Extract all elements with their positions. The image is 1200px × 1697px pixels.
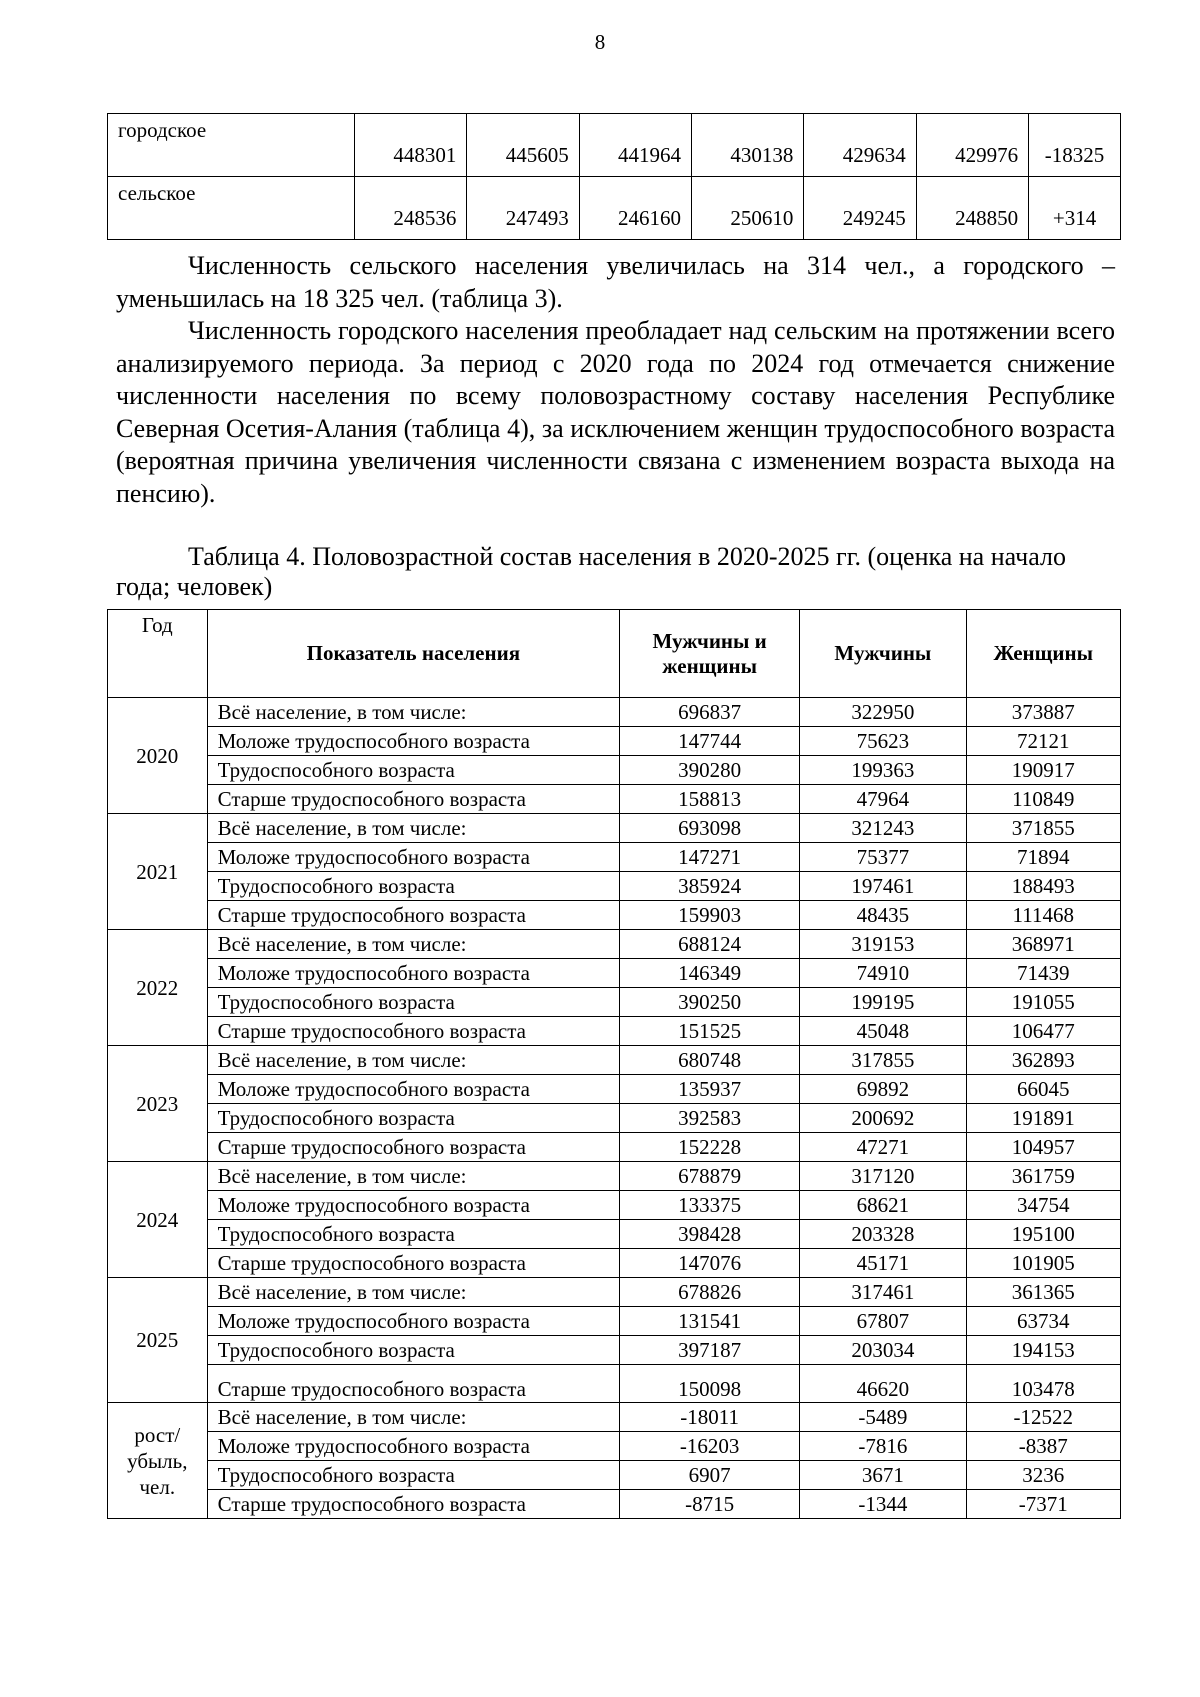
value-cell: 150098 bbox=[620, 1365, 800, 1403]
table-row bbox=[108, 901, 1121, 930]
value-cell: 319153 bbox=[800, 930, 966, 959]
value-cell: 103478 bbox=[966, 1365, 1120, 1403]
value-cell: 47964 bbox=[800, 785, 966, 814]
indicator-cell: Всё население, в том числе: bbox=[207, 698, 619, 727]
table-row bbox=[108, 1336, 1121, 1365]
value-cell: 203328 bbox=[800, 1220, 966, 1249]
value-cell: 361759 bbox=[966, 1162, 1120, 1191]
value-cell: 74910 bbox=[800, 959, 966, 988]
value-cell: 188493 bbox=[966, 872, 1120, 901]
value-cell: 135937 bbox=[620, 1075, 800, 1104]
value-cell: 317120 bbox=[800, 1162, 966, 1191]
value-cell: 158813 bbox=[620, 785, 800, 814]
year-cell: 2020 bbox=[108, 698, 208, 814]
table3-change-cell: -18325 bbox=[1029, 114, 1121, 177]
indicator-cell: Старше трудоспособного возраста bbox=[207, 1490, 619, 1519]
indicator-cell: Старше трудоспособного возраста bbox=[207, 1133, 619, 1162]
value-cell: 106477 bbox=[966, 1017, 1120, 1046]
table-row bbox=[108, 930, 1121, 959]
indicator-cell: Всё население, в том числе: bbox=[207, 814, 619, 843]
table-row bbox=[108, 872, 1121, 901]
value-cell: 69892 bbox=[800, 1075, 966, 1104]
value-cell: 75377 bbox=[800, 843, 966, 872]
indicator-cell: Трудоспособного возраста bbox=[207, 872, 619, 901]
value-cell: 199195 bbox=[800, 988, 966, 1017]
value-cell: -7816 bbox=[800, 1432, 966, 1461]
value-cell: 111468 bbox=[966, 901, 1120, 930]
table-row bbox=[108, 1191, 1121, 1220]
value-cell: 392583 bbox=[620, 1104, 800, 1133]
year-cell: 2024 bbox=[108, 1162, 208, 1278]
table-row bbox=[108, 727, 1121, 756]
table3-row bbox=[108, 114, 1121, 177]
value-cell: 45048 bbox=[800, 1017, 966, 1046]
table-row bbox=[108, 785, 1121, 814]
table3-cell: 448301 bbox=[355, 114, 467, 177]
value-cell: 368971 bbox=[966, 930, 1120, 959]
value-cell: 680748 bbox=[620, 1046, 800, 1075]
table-row bbox=[108, 843, 1121, 872]
indicator-cell: Всё население, в том числе: bbox=[207, 1046, 619, 1075]
table3-cell: 441964 bbox=[579, 114, 691, 177]
value-cell: 45171 bbox=[800, 1249, 966, 1278]
indicator-cell: Трудоспособного возраста bbox=[207, 1336, 619, 1365]
indicator-cell: Старше трудоспособного возраста bbox=[207, 1249, 619, 1278]
year-cell: 2023 bbox=[108, 1046, 208, 1162]
indicator-cell: Всё население, в том числе: bbox=[207, 1403, 619, 1432]
value-cell: 322950 bbox=[800, 698, 966, 727]
value-cell: 3236 bbox=[966, 1461, 1120, 1490]
value-cell: 191055 bbox=[966, 988, 1120, 1017]
paragraph-population-structure: Численность городского населения преобладает над сельским на протяжении всего анализируемого периода. За период с 2020 года по 2024 год отмечается снижение численности населения по всему половозрастному составу населения Республике Северная Осетия-Алания (таблица 4), за исключением женщин трудоспособного возраста (вероятная причина увеличения численности связана с изменением возраста выхода на пенсию). bbox=[116, 316, 1115, 508]
value-cell: 146349 bbox=[620, 959, 800, 988]
value-cell: 104957 bbox=[966, 1133, 1120, 1162]
value-cell: 197461 bbox=[800, 872, 966, 901]
indicator-cell: Моложе трудоспособного возраста bbox=[207, 843, 619, 872]
value-cell: 390280 bbox=[620, 756, 800, 785]
table3-cell: 429634 bbox=[804, 114, 916, 177]
value-cell: 66045 bbox=[966, 1075, 1120, 1104]
row-label: городское bbox=[108, 114, 355, 177]
indicator-cell: Всё население, в том числе: bbox=[207, 1162, 619, 1191]
table3-change-cell: +314 bbox=[1029, 177, 1121, 240]
value-cell: 47271 bbox=[800, 1133, 966, 1162]
value-cell: 398428 bbox=[620, 1220, 800, 1249]
value-cell: -8715 bbox=[620, 1490, 800, 1519]
population-urban-rural-table bbox=[107, 113, 1121, 240]
table3-cell: 429976 bbox=[916, 114, 1028, 177]
row-label: сельское bbox=[108, 177, 355, 240]
value-cell: 195100 bbox=[966, 1220, 1120, 1249]
value-cell: -12522 bbox=[966, 1403, 1120, 1432]
value-cell: 693098 bbox=[620, 814, 800, 843]
value-cell: 678826 bbox=[620, 1278, 800, 1307]
year-cell: 2025 bbox=[108, 1278, 208, 1403]
table-row bbox=[108, 1249, 1121, 1278]
table3-cell: 248536 bbox=[355, 177, 467, 240]
value-cell: 151525 bbox=[620, 1017, 800, 1046]
value-cell: 190917 bbox=[966, 756, 1120, 785]
paragraph-rural-urban-change: Численность сельского населения увеличилась на 314 чел., а городского – уменьшилась на 18 325 чел. (таблица 3). bbox=[116, 251, 1115, 313]
table-row bbox=[108, 1307, 1121, 1336]
table-row bbox=[108, 1133, 1121, 1162]
value-cell: 101905 bbox=[966, 1249, 1120, 1278]
table-row bbox=[108, 1162, 1121, 1191]
value-cell: 199363 bbox=[800, 756, 966, 785]
value-cell: 133375 bbox=[620, 1191, 800, 1220]
table-row bbox=[108, 814, 1121, 843]
value-cell: -8387 bbox=[966, 1432, 1120, 1461]
value-cell: 203034 bbox=[800, 1336, 966, 1365]
table3-cell: 430138 bbox=[692, 114, 804, 177]
value-cell: 110849 bbox=[966, 785, 1120, 814]
value-cell: 67807 bbox=[800, 1307, 966, 1336]
table-row bbox=[108, 1432, 1121, 1461]
value-cell: 397187 bbox=[620, 1336, 800, 1365]
indicator-cell: Трудоспособного возраста bbox=[207, 1220, 619, 1249]
value-cell: 75623 bbox=[800, 727, 966, 756]
table3-cell: 250610 bbox=[692, 177, 804, 240]
indicator-cell: Моложе трудоспособного возраста bbox=[207, 727, 619, 756]
indicator-cell: Моложе трудоспособного возраста bbox=[207, 959, 619, 988]
table-row bbox=[108, 959, 1121, 988]
value-cell: 362893 bbox=[966, 1046, 1120, 1075]
value-cell: 46620 bbox=[800, 1365, 966, 1403]
value-cell: 678879 bbox=[620, 1162, 800, 1191]
year-cell: 2022 bbox=[108, 930, 208, 1046]
value-cell: -7371 bbox=[966, 1490, 1120, 1519]
indicator-cell: Трудоспособного возраста bbox=[207, 756, 619, 785]
header-men: Мужчины bbox=[800, 610, 966, 698]
indicator-cell: Всё население, в том числе: bbox=[207, 930, 619, 959]
value-cell: 317461 bbox=[800, 1278, 966, 1307]
value-cell: 321243 bbox=[800, 814, 966, 843]
value-cell: 373887 bbox=[966, 698, 1120, 727]
value-cell: 688124 bbox=[620, 930, 800, 959]
table-row bbox=[108, 1046, 1121, 1075]
value-cell: 385924 bbox=[620, 872, 800, 901]
page-number: 8 bbox=[594, 30, 606, 54]
table-row bbox=[108, 1220, 1121, 1249]
table4-caption: Таблица 4. Половозрастной состав населения в 2020-2025 гг. (оценка на начало года; человек) bbox=[116, 542, 1066, 601]
value-cell: 3671 bbox=[800, 1461, 966, 1490]
table-row bbox=[108, 1278, 1121, 1307]
value-cell: 63734 bbox=[966, 1307, 1120, 1336]
value-cell: -18011 bbox=[620, 1403, 800, 1432]
sex-age-structure-table bbox=[107, 609, 1121, 1519]
indicator-cell: Моложе трудоспособного возраста bbox=[207, 1432, 619, 1461]
indicator-cell: Моложе трудоспособного возраста bbox=[207, 1307, 619, 1336]
value-cell: 48435 bbox=[800, 901, 966, 930]
value-cell: 68621 bbox=[800, 1191, 966, 1220]
value-cell: 361365 bbox=[966, 1278, 1120, 1307]
value-cell: 200692 bbox=[800, 1104, 966, 1133]
table-row bbox=[108, 1017, 1121, 1046]
indicator-cell: Трудоспособного возраста bbox=[207, 988, 619, 1017]
header-women: Женщины bbox=[966, 610, 1120, 698]
table-row bbox=[108, 1403, 1121, 1432]
indicator-cell: Старше трудоспособного возраста bbox=[207, 785, 619, 814]
value-cell: 71439 bbox=[966, 959, 1120, 988]
value-cell: 147744 bbox=[620, 727, 800, 756]
table-row bbox=[108, 1365, 1121, 1403]
value-cell: 34754 bbox=[966, 1191, 1120, 1220]
value-cell: -1344 bbox=[800, 1490, 966, 1519]
indicator-cell: Моложе трудоспособного возраста bbox=[207, 1075, 619, 1104]
value-cell: 131541 bbox=[620, 1307, 800, 1336]
table3-cell: 445605 bbox=[467, 114, 579, 177]
table-row bbox=[108, 1461, 1121, 1490]
table3-cell: 247493 bbox=[467, 177, 579, 240]
table-row bbox=[108, 1490, 1121, 1519]
indicator-cell: Старше трудоспособного возраста bbox=[207, 901, 619, 930]
value-cell: 159903 bbox=[620, 901, 800, 930]
indicator-cell: Всё население, в том числе: bbox=[207, 1278, 619, 1307]
value-cell: 371855 bbox=[966, 814, 1120, 843]
table-row bbox=[108, 756, 1121, 785]
header-year: Год bbox=[108, 610, 208, 698]
value-cell: 696837 bbox=[620, 698, 800, 727]
table-row bbox=[108, 1075, 1121, 1104]
value-cell: 6907 bbox=[620, 1461, 800, 1490]
value-cell: 191891 bbox=[966, 1104, 1120, 1133]
value-cell: 194153 bbox=[966, 1336, 1120, 1365]
indicator-cell: Моложе трудоспособного возраста bbox=[207, 1191, 619, 1220]
table3-cell: 249245 bbox=[804, 177, 916, 240]
table3-row bbox=[108, 177, 1121, 240]
indicator-cell: Старше трудоспособного возраста bbox=[207, 1017, 619, 1046]
value-cell: -16203 bbox=[620, 1432, 800, 1461]
value-cell: 71894 bbox=[966, 843, 1120, 872]
value-cell: 147076 bbox=[620, 1249, 800, 1278]
value-cell: 317855 bbox=[800, 1046, 966, 1075]
header-both-sexes: Мужчины и женщины bbox=[620, 610, 800, 698]
indicator-cell: Старше трудоспособного возраста bbox=[207, 1365, 619, 1403]
year-cell: рост/ убыль, чел. bbox=[108, 1403, 208, 1519]
table3-cell: 248850 bbox=[916, 177, 1028, 240]
year-cell: 2021 bbox=[108, 814, 208, 930]
table-row bbox=[108, 988, 1121, 1017]
value-cell: 152228 bbox=[620, 1133, 800, 1162]
value-cell: 390250 bbox=[620, 988, 800, 1017]
table3-cell: 246160 bbox=[579, 177, 691, 240]
value-cell: 72121 bbox=[966, 727, 1120, 756]
value-cell: 147271 bbox=[620, 843, 800, 872]
header-indicator: Показатель населения bbox=[207, 610, 619, 698]
table-row bbox=[108, 698, 1121, 727]
value-cell: -5489 bbox=[800, 1403, 966, 1432]
indicator-cell: Трудоспособного возраста bbox=[207, 1104, 619, 1133]
table-row bbox=[108, 1104, 1121, 1133]
indicator-cell: Трудоспособного возраста bbox=[207, 1461, 619, 1490]
